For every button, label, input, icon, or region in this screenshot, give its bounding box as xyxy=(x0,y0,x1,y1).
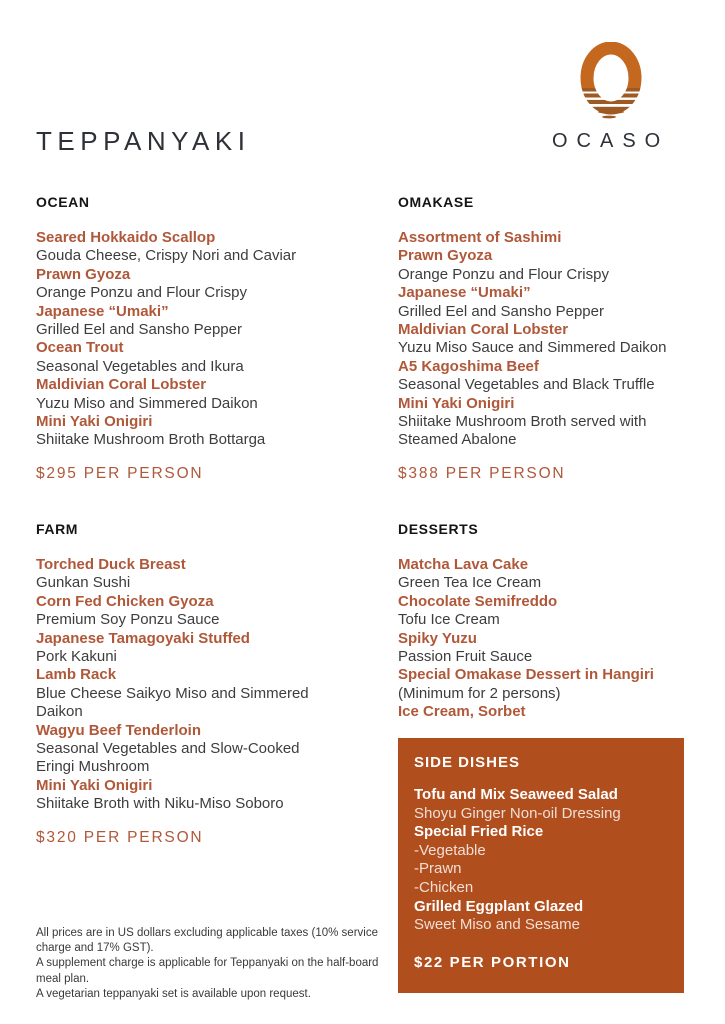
item-desc: Seasonal Vegetables and Black Truffle xyxy=(398,376,655,394)
item-desc: Shiitake Mushroom Broth served with Steamed Abalone xyxy=(398,413,647,449)
page-title: TEPPANYAKI xyxy=(36,126,251,156)
section-heading: OCEAN xyxy=(36,194,90,210)
section-heading: FARM xyxy=(36,521,79,537)
item-desc: Shoyu Ginger Non-oil Dressing xyxy=(414,804,621,822)
menu-item xyxy=(36,777,328,814)
item-name: Prawn Gyoza xyxy=(398,247,493,265)
side-dishes-heading: SIDE DISHES xyxy=(414,754,521,771)
item-desc: (Minimum for 2 persons) xyxy=(398,684,561,702)
item-desc: Shiitake Mushroom Broth Bottarga xyxy=(36,431,266,449)
item-name: Wagyu Beef Tenderloin xyxy=(36,721,202,739)
item-name: Lamb Rack xyxy=(36,666,117,684)
item-name: Grilled Eggplant Glazed xyxy=(414,897,584,915)
footer-note: All prices are in US dollars excluding applicable taxes (10% service charge and 17% GST). xyxy=(36,927,378,955)
menu-item xyxy=(398,284,690,321)
item-name: Chocolate Semifreddo xyxy=(398,592,558,610)
item-desc: Orange Ponzu and Flour Crispy xyxy=(36,284,247,302)
item-name: Japanese “Umaki” xyxy=(398,284,531,302)
item-name: Spiky Yuzu xyxy=(398,629,477,647)
section-omakase xyxy=(398,193,690,483)
menu-item xyxy=(36,266,328,303)
item-desc: Passion Fruit Sauce xyxy=(398,648,533,666)
footer-note: A vegetarian teppanyaki set is available upon request. xyxy=(36,987,311,1000)
item-name: Maldivian Coral Lobster xyxy=(398,321,569,339)
side-dishes-price: $22 PER PORTION xyxy=(414,953,571,971)
item-desc: Shiitake Broth with Niku-Miso Soboro xyxy=(36,795,284,813)
item-desc: Green Tea Ice Cream xyxy=(398,574,542,592)
item-variant: -Chicken xyxy=(414,878,474,896)
menu-item xyxy=(398,247,690,284)
menu-item xyxy=(398,630,690,667)
menu-item xyxy=(36,339,328,376)
menu-item xyxy=(36,722,328,777)
item-desc: Seasonal Vegetables and Slow-Cooked Eringi Mushroom xyxy=(36,740,300,776)
section-desserts xyxy=(398,520,690,722)
item-name: Japanese Tamagoyaki Stuffed xyxy=(36,629,250,647)
section-ocean xyxy=(36,193,328,483)
item-desc: Yuzu Miso and Simmered Daikon xyxy=(36,394,258,412)
menu-item xyxy=(398,666,690,703)
menu-item xyxy=(414,786,668,823)
item-name: Tofu and Mix Seaweed Salad xyxy=(414,786,618,803)
menu-item xyxy=(398,703,690,721)
item-desc: Grilled Eel and Sansho Pepper xyxy=(36,321,242,339)
item-desc: Pork Kakuni xyxy=(36,648,117,666)
item-name: Prawn Gyoza xyxy=(36,265,131,283)
brand-wordmark: OCASO xyxy=(552,130,670,152)
item-name: A5 Kagoshima Beef xyxy=(398,357,539,375)
item-name: Ocean Trout xyxy=(36,339,124,357)
menu-item xyxy=(36,303,328,340)
ocaso-sunset-logo-icon xyxy=(578,42,644,124)
menu-item xyxy=(398,593,690,630)
footer-notes xyxy=(36,926,381,1002)
section-heading: DESSERTS xyxy=(398,521,479,537)
item-desc: Yuzu Miso Sauce and Simmered Daikon xyxy=(398,339,667,357)
section-farm xyxy=(36,520,328,847)
item-desc: Orange Ponzu and Flour Crispy xyxy=(398,265,609,283)
menu-item xyxy=(36,229,328,266)
item-desc: Blue Cheese Saikyo Miso and Simmered Daikon xyxy=(36,684,309,721)
item-desc: Grilled Eel and Sansho Pepper xyxy=(398,302,604,320)
item-name: Mini Yaki Onigiri xyxy=(36,413,153,431)
section-price: $320 PER PERSON xyxy=(36,828,204,846)
item-name: Maldivian Coral Lobster xyxy=(36,376,207,394)
menu-item xyxy=(398,321,690,358)
menu-item xyxy=(36,630,328,667)
menu-item xyxy=(36,376,328,413)
section-heading: OMAKASE xyxy=(398,194,474,210)
item-name: Special Omakase Dessert in Hangiri xyxy=(398,666,654,684)
item-name: Torched Duck Breast xyxy=(36,556,186,573)
menu-item xyxy=(398,395,690,450)
menu-item xyxy=(414,898,668,935)
item-name: Matcha Lava Cake xyxy=(398,556,529,573)
item-name: Mini Yaki Onigiri xyxy=(398,394,515,412)
item-name: Corn Fed Chicken Gyoza xyxy=(36,592,214,610)
menu-item xyxy=(414,823,668,897)
menu-item xyxy=(398,358,690,395)
section-price: $388 PER PERSON xyxy=(398,464,566,482)
item-desc: Seasonal Vegetables and Ikura xyxy=(36,357,244,375)
item-name: Japanese “Umaki” xyxy=(36,302,169,320)
side-dishes-box xyxy=(398,738,684,993)
menu-item xyxy=(36,556,328,593)
item-desc: Tofu Ice Cream xyxy=(398,611,500,629)
item-desc: Premium Soy Ponzu Sauce xyxy=(36,611,220,629)
item-desc: Sweet Miso and Sesame xyxy=(414,916,580,934)
footer-note: A supplement charge is applicable for Teppanyaki on the half-board meal plan. xyxy=(36,957,379,985)
menu-item xyxy=(36,413,328,450)
item-name: Ice Cream, Sorbet xyxy=(398,703,526,721)
menu-item xyxy=(36,666,328,721)
item-name: Seared Hokkaido Scallop xyxy=(36,229,216,246)
item-name: Assortment of Sashimi xyxy=(398,229,562,246)
menu-item xyxy=(398,229,690,247)
item-desc: Gouda Cheese, Crispy Nori and Caviar xyxy=(36,247,297,265)
item-variant: -Vegetable xyxy=(414,841,486,859)
item-name: Mini Yaki Onigiri xyxy=(36,776,153,794)
section-price: $295 PER PERSON xyxy=(36,464,204,482)
menu-item xyxy=(36,593,328,630)
item-desc: Gunkan Sushi xyxy=(36,574,131,592)
menu-item xyxy=(398,556,690,593)
item-variant: -Prawn xyxy=(414,860,462,878)
item-name: Special Fried Rice xyxy=(414,823,544,841)
